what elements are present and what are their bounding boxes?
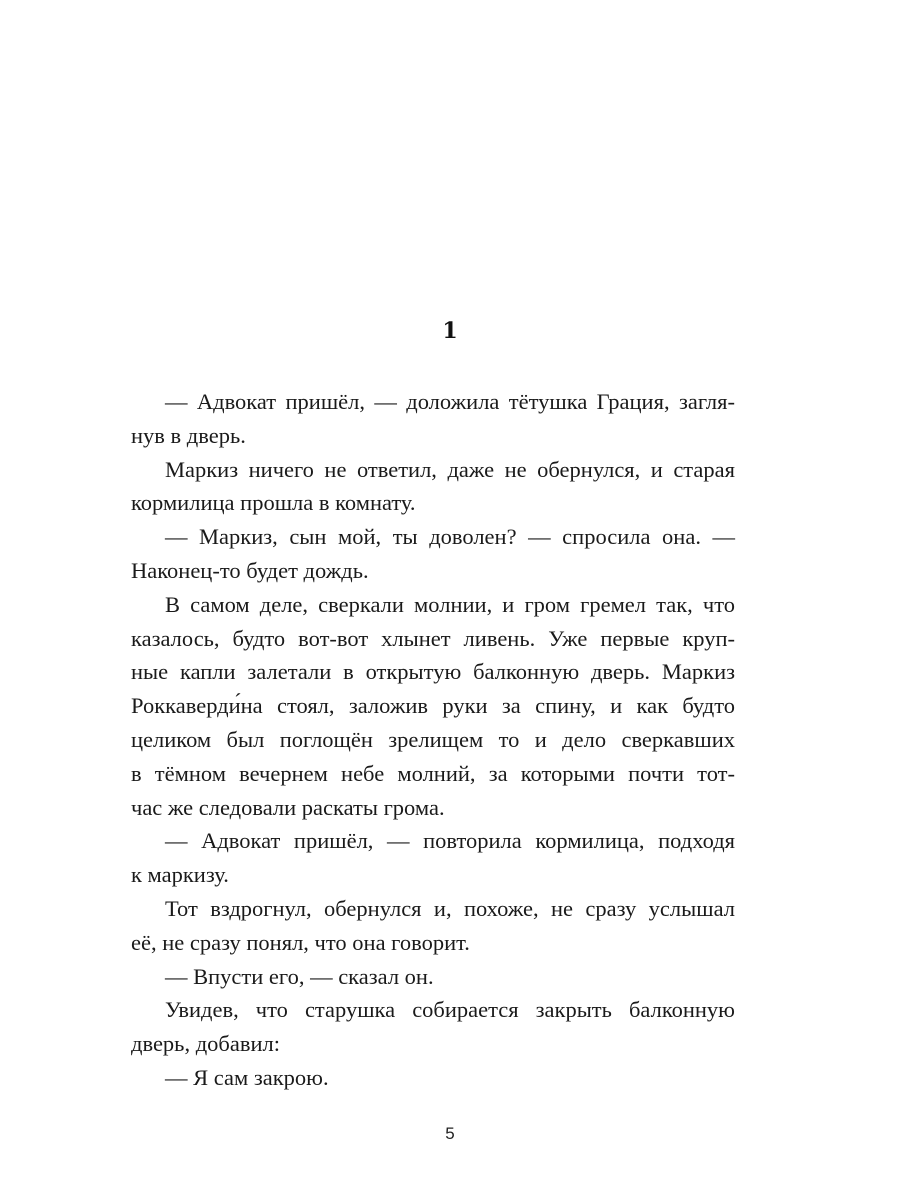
text-line: — Я сам закрою. bbox=[165, 1064, 329, 1090]
text-line: её, не сразу понял, что она говорит. bbox=[131, 929, 470, 955]
text-line: — Маркиз, сын мой, ты доволен? — спросила она. — bbox=[165, 524, 735, 550]
text-line: ные капли залетали в открытую балконную дверь. Маркиз bbox=[131, 659, 735, 685]
text-line: Маркиз ничего не ответил, даже не обернулся, и старая bbox=[165, 456, 735, 482]
body-text bbox=[131, 385, 735, 1095]
text-line: в тёмном вечернем небе молний, за которыми почти тот- bbox=[131, 760, 735, 786]
text-line: нув в дверь. bbox=[131, 422, 246, 448]
text-line: час же следовали раскаты грома. bbox=[131, 794, 445, 820]
text-line: Тот вздрогнул, обернулся и, похоже, не сразу услышал bbox=[165, 895, 735, 921]
text-line: Наконец-то будет дождь. bbox=[131, 557, 369, 583]
text-line: Роккаверди́на стоял, заложив руки за спину, и как будто bbox=[131, 693, 735, 719]
text-line: к маркизу. bbox=[131, 862, 229, 888]
text-line: Увидев, что старушка собирается закрыть балконную bbox=[165, 997, 735, 1023]
text-line: казалось, будто вот-вот хлынет ливень. Уже первые круп- bbox=[131, 625, 735, 651]
text-line: — Адвокат пришёл, — доложила тётушка Грация, загля- bbox=[165, 389, 735, 414]
text-line: В самом деле, сверкали молнии, и гром гремел так, что bbox=[165, 591, 735, 617]
text-line: — Адвокат пришёл, — повторила кормилица, подходя bbox=[165, 828, 735, 854]
page-number: 5 bbox=[445, 1124, 455, 1143]
text-line: — Впусти его, — сказал он. bbox=[165, 963, 434, 989]
text-line: дверь, добавил: bbox=[131, 1031, 280, 1057]
text-line: целиком был поглощён зрелищем то и дело сверкавших bbox=[131, 726, 735, 752]
chapter-number: 1 bbox=[442, 318, 458, 344]
text-line: кормилица прошла в комнату. bbox=[131, 490, 416, 516]
